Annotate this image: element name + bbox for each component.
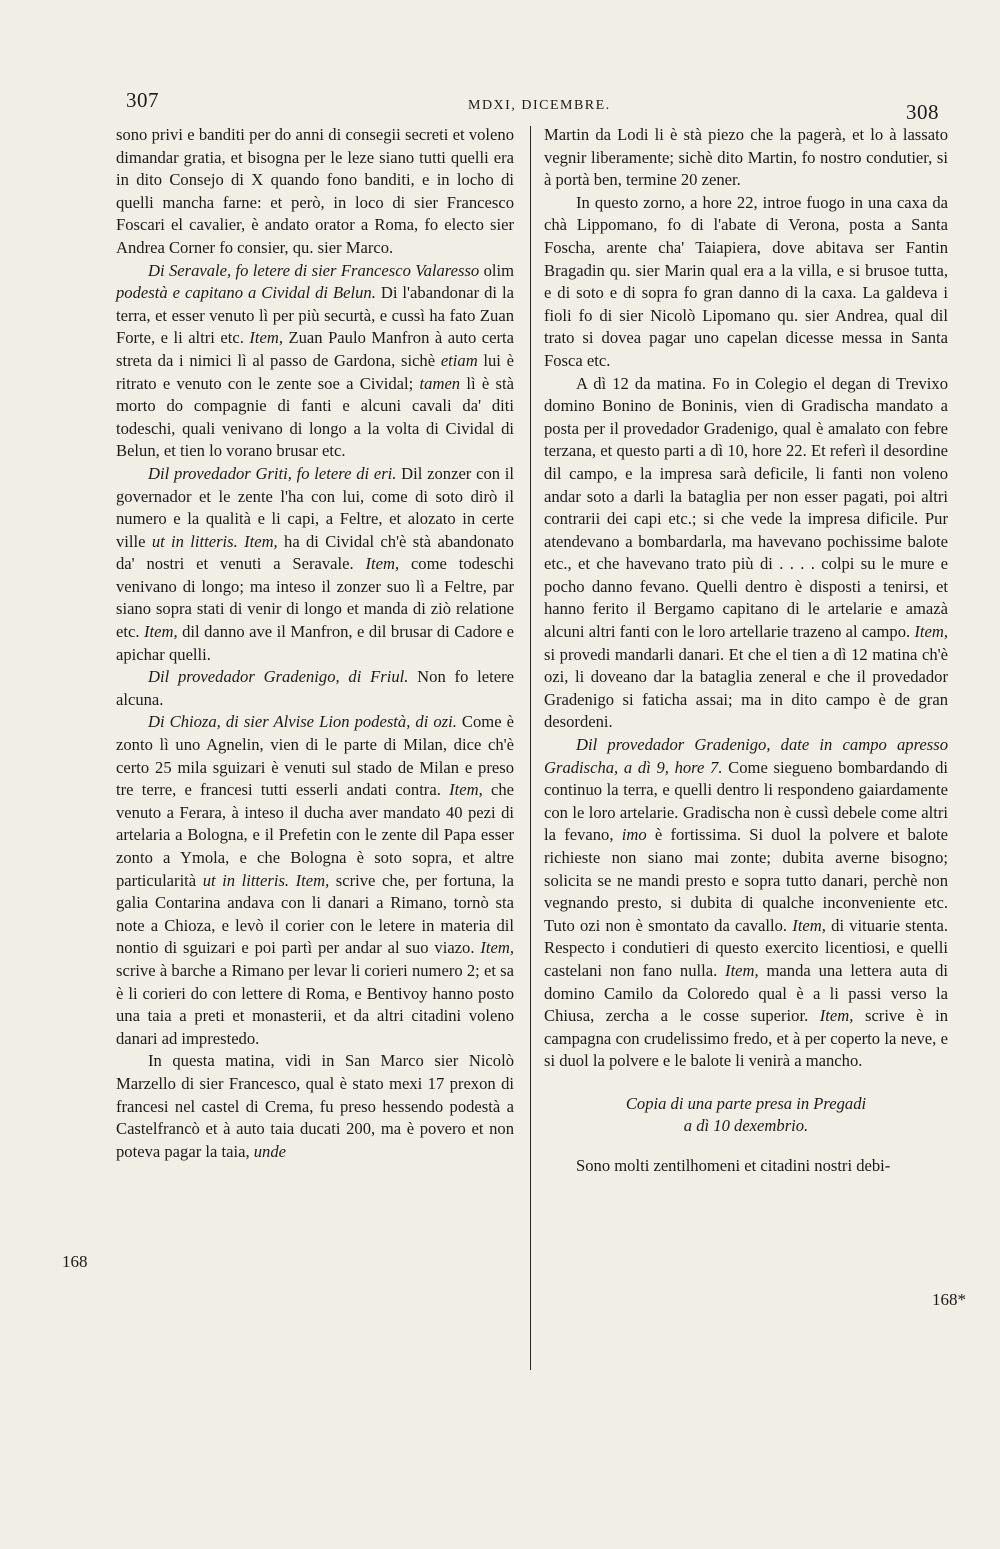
italic-span: tamen — [419, 373, 461, 393]
text-span: ha di Cividal ch'è stà abandonato da' nostri et venuti a Seravale. — [116, 531, 514, 574]
italic-span: Item, — [449, 780, 483, 800]
italic-span: ut in litteris. Item, — [151, 531, 278, 551]
italic-span: Di Seravale, fo letere di sier Francesco Valaresso — [148, 260, 480, 280]
text-span: lui è ritrato e venuto con le zente soe a Cividal; — [116, 350, 514, 393]
text-span: scrive è in campagna con crudelissimo fredo, et à per coperto la neve, e si duol la polvere e le balote li venirà a mancho. — [544, 1006, 948, 1071]
text-span: Non fo letere alcuna. — [116, 667, 514, 709]
text-span: A dì 12 da matina. Fo in Colegio el degan di Trevixo domino Bonino de Boninis, vien di Gradischa mandato a posta per il provedador Gradenigo, qual è amalato con febre terzana, et questo parti a dì 10, hore 22. Et referì il desordine dil campo, e la impresa sarà deficile, li fanti non voleno andar soto a darli la bataglia per non esser pagati, poi altri contrarii dei capi etc.; si che vede la impresa dificile. Pur atendevano a bombardarla, ma havevano pochissime balote etc., et che havevano trato più di . . . . colpi su le mure e pocho danno fevano. Quelli dentro è disposti a tenirsi, et hanno ferito il Bergamo capitano di le artelarie e amazà alcuni altri fanti con le loro artellarie trazeno al campo. — [544, 373, 948, 642]
margin-number-left: 168 — [62, 1252, 88, 1271]
paragraph — [544, 734, 948, 1073]
margin-number-right: 168* — [932, 1290, 966, 1309]
text-span: che venuto a Ferara, à inteso il ducha aver mandato 40 pezi di artelaria a Bologna, e il Prefetin con le zente dil Papa esser zonto a Ymola, e che Bologna è soto sopra, et altre particularità — [116, 780, 514, 890]
italic-span: Dil provedador Griti, fo letere di eri. — [148, 463, 397, 483]
running-head: MDXI, DICEMBRE. — [468, 98, 611, 113]
paragraph — [116, 711, 514, 1050]
text-span: Di l'abandonar di la terra, et esser venuto lì per più securtà, e cussì ha fato Zuan Forte, e li altri etc. — [116, 283, 514, 348]
italic-span: Item, — [792, 915, 826, 935]
italic-span: Item, — [480, 938, 514, 958]
text-span: si provedi mandarli danari. Et che el tien a dì 12 matina ch'è ozi, li doveano dar la bataglia zeneral e che il provedador Gradenigo si faticha assai; ma in dito campo è de gran desordeni. — [544, 644, 948, 732]
text-span: come todeschi venivano di longo; ma inteso il zonzer suo lì a Feltre, par siano sopra stati di venir di longo et manda di ziò relatione etc. — [116, 554, 515, 642]
text-span: di vituarie stenta. Respecto i condutieri di questo exercito licentiosi, e quelli castelani non fano nulla. — [544, 915, 948, 980]
section-heading — [544, 1093, 948, 1137]
paragraph — [116, 1050, 514, 1163]
text-span: scrive che, per fortuna, la galia Contarina andava con li danari a Rimano, tornò sta note a Chioza, e levò il corier con le letere in materia dil nontio di sguizari e poi partì per andar al suo viazo. — [116, 870, 514, 958]
text-span: In questa matina, vidi in San Marco sier Nicolò Marzello di sier Francesco, qual è stato mexi 17 prexon di francesi nel castel di Crema, fu preso hessendo podestà a Castelfrancò et à auto taia ducati 200, ma è povero et non poteva pagar la taia, — [116, 1051, 514, 1161]
paragraph — [544, 373, 948, 735]
italic-span: imo — [621, 825, 647, 845]
text-span: Come siegueno bombardando di continuo la terra, e quelli dentro li respondeno gaiardamente con le loro artelarie. Gradischa non è cussì debele come altri la fevano, — [544, 757, 948, 845]
italic-span: Item, — [365, 554, 400, 574]
page-number-left: 307 — [126, 88, 159, 112]
paragraph: sono privi e banditi per do anni di consegii secreti et voleno dimandar gratia, et bisogna per le leze siano tutti quelli era in dito Consejo di X quando fono banditi, e in locho di quelli mancha farne: et però, in loco di sier Francesco Foscari el cavalier, è andato orator a Roma, fo electo sier Andrea Corner fo consier, qu. sier Marco. — [116, 125, 514, 257]
italic-span: Item, — [143, 622, 178, 642]
text-span: scrive à barche a Rimano per levar li corieri numero 2; et sa è li corieri do con lettere di Roma, e Bentivoy hanno posto una taia a preti et monasterii, et da altri citadini voleno danari ad imprestedo. — [116, 960, 514, 1048]
paragraph — [116, 666, 514, 711]
italic-span: Item, — [914, 622, 948, 642]
right-column — [544, 124, 948, 1178]
left-column — [116, 124, 514, 1163]
italic-span: podestà e capitano a Cividal di Belun. — [116, 283, 376, 303]
italic-span: unde — [253, 1141, 287, 1161]
italic-span: Dil provedador Gradenigo, di Friul. — [148, 667, 409, 687]
text-span: manda una lettera auta di domino Camilo da Coloredo qual è a li passi verso la Chiusa, zercha a le cosse superior. — [544, 960, 948, 1026]
text-span: Dil zonzer con il governador et le zente l'ha con lui, come di soto dirò il numero e la qualità e li capi, a Feltre, et alozato in certe ville — [116, 463, 514, 551]
text-span: Come è zonto lì uno Agnelin, vien di le parte di Milan, dice ch'è certo 25 mila sguizari è venuti sul stado de Milan e preso tre terre, e francesi tutti esserli andati contra. — [116, 712, 514, 800]
italic-span: Dil provedador Gradenigo, date in campo apresso Gradischa, a dì 9, hore 7. — [544, 735, 948, 777]
column-divider — [530, 126, 531, 1370]
paragraph: In questo zorno, a hore 22, introe fuogo in una caxa da chà Lippomano, fo di l'abate di Verona, posta a Santa Foscha, arente cha' Taiapiera, dove abitava ser Fantin Bragadin qu. sier Marin qual era a la villa, e si brusoe tutta, e di soto e di sopra fo gran danno di la caxa. La galdeva i fioli fo di sier Nicolò Lipomano qu. sier Andrea, qual dil trato si dovea pagar uno capelan dicesse messa in Santa Fosca etc. — [544, 192, 948, 370]
text-span: lì è stà morto do compagnie di fanti e alcuni cavali da' diti todeschi, quali venivano di longo a la volta di Cividal di Belun, et tien lo vorano brusar etc. — [116, 373, 514, 461]
text-span: è fortissima. Si duol la polvere et balote richieste non siano mai zonte; dubita averne bisogno; solicita se ne mandi presto e sopra tutto danari, perchè non vegnando presto, si dubita di qualche inconveniente etc. Tuto ozi non è smontato da cavallo. — [544, 825, 948, 935]
italic-span: Item, — [819, 1006, 854, 1026]
paragraph — [116, 463, 514, 666]
italic-span: Di Chioza, di sier Alvise Lion podestà, di ozi. — [148, 712, 457, 732]
italic-span: Item, — [725, 960, 759, 980]
italic-span: ut in litteris. Item, — [202, 870, 330, 890]
heading-line: Copia di una parte presa in Pregadi — [625, 1093, 867, 1113]
paragraph: Sono molti zentilhomeni et citadini nostri debi- — [576, 1155, 891, 1175]
italic-span: Item, — [249, 328, 284, 348]
heading-line: a dì 10 dexembrio. — [683, 1115, 809, 1135]
paragraph: Martin da Lodi li è stà piezo che la pagerà, et lo à lassato vegnir liberamente; sichè dito Martin, fo nostro condutier, si à portà ben, termine 20 zener. — [544, 125, 948, 190]
italic-span: etiam — [440, 350, 478, 370]
page-number-right: 308 — [906, 100, 939, 124]
text-span: olim — [479, 260, 514, 280]
paragraph — [116, 260, 514, 463]
text-span: Zuan Paulo Manfron à auto certa streta da i nimici lì al passo de Gardona, sichè — [116, 328, 515, 370]
text-span: dil danno ave il Manfron, e dil brusar di Cadore e apichar quelli. — [116, 622, 515, 664]
